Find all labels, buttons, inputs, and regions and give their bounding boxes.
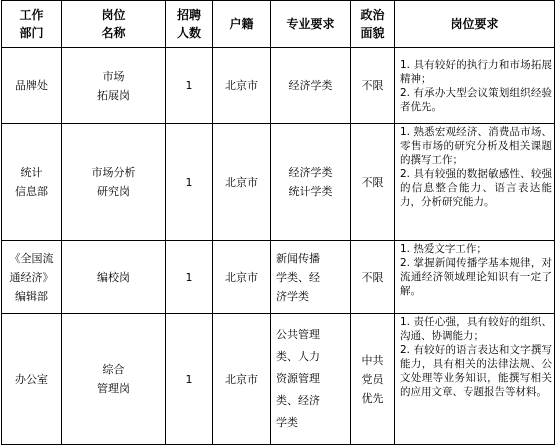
position-cell <box>62 124 166 241</box>
position-text: 研究岗 <box>97 185 130 198</box>
major-cell <box>271 124 351 241</box>
major-text: 经济学类 <box>288 79 333 92</box>
count-text: 1 <box>185 372 193 386</box>
header-requirements <box>395 1 555 48</box>
requirement-item: 2. 具有较强的数据敏感性、较强的信息整合能力、语言表达能力，分析研究能力。 <box>400 168 552 208</box>
header-dept-line1: 工作 <box>19 8 44 22</box>
major-text: 学类、经 <box>276 270 320 284</box>
position-cell <box>62 314 166 445</box>
political-text: 优先 <box>361 391 384 405</box>
count-cell <box>166 48 213 124</box>
dept-cell <box>2 124 62 241</box>
header-count-line2: 人数 <box>176 26 201 40</box>
count-cell <box>166 124 213 241</box>
requirement-item: 1. 熟悉宏观经济、消费品市场、零售市场的研究分析及相关课题的撰写工作； <box>400 126 552 166</box>
dept-text: 信息部 <box>15 185 48 198</box>
major-cell <box>271 241 351 314</box>
requirement-item: 2. 掌握新闻传播学基本规律，对流通经济领域理论知识有一定了解。 <box>400 257 552 297</box>
header-count <box>166 1 213 48</box>
table-row <box>2 241 555 314</box>
position-text: 市场分析 <box>91 166 136 179</box>
requirement-item: 1. 热爱文字工作； <box>400 243 487 255</box>
header-political-line2: 面貌 <box>360 26 385 40</box>
political-cell <box>351 124 395 241</box>
table-row <box>2 314 555 445</box>
position-text: 管理岗 <box>97 382 130 395</box>
political-text: 不限 <box>361 175 384 189</box>
requirements-cell <box>395 241 555 314</box>
major-text: 类、经济 <box>276 394 320 407</box>
position-cell <box>62 241 166 314</box>
hukou-text: 北京市 <box>225 79 258 92</box>
header-row <box>2 1 555 48</box>
major-text: 济学类 <box>276 289 309 303</box>
hukou-cell <box>213 48 271 124</box>
header-political-line1: 政治 <box>360 8 385 22</box>
position-text: 市场 <box>102 69 125 83</box>
hukou-cell <box>213 241 271 314</box>
hukou-text: 北京市 <box>225 372 258 386</box>
header-political <box>351 1 395 48</box>
count-text: 1 <box>185 270 193 284</box>
major-text: 公共管理 <box>276 328 320 341</box>
political-cell <box>351 241 395 314</box>
header-dept <box>2 1 62 48</box>
count-text: 1 <box>185 79 193 92</box>
requirement-item: 1. 责任心强，具有较好的组织、沟通、协调能力； <box>400 316 552 342</box>
hukou-text: 北京市 <box>225 270 258 284</box>
dept-cell <box>2 48 62 124</box>
requirement-item: 2. 有承办大型会议策划组织经验者优先。 <box>400 86 552 113</box>
major-cell <box>271 48 351 124</box>
hukou-cell <box>213 314 271 445</box>
position-cell <box>62 48 166 124</box>
dept-cell <box>2 241 62 314</box>
dept-text: 统计 <box>20 166 43 179</box>
dept-text: 通经济》 <box>9 270 54 284</box>
political-text: 中共 <box>361 353 384 367</box>
major-text: 类、人力 <box>276 350 320 363</box>
header-dept-line2: 部门 <box>19 26 44 40</box>
header-count-line1: 招聘 <box>176 8 201 22</box>
position-text: 拓展岗 <box>97 88 130 102</box>
political-cell <box>351 314 395 445</box>
recruitment-table <box>1 0 555 445</box>
requirements-cell <box>395 314 555 445</box>
requirement-item: 1. 具有较好的执行力和市场拓展精神； <box>400 58 552 85</box>
header-major <box>271 1 351 48</box>
count-text: 1 <box>185 175 193 189</box>
position-text: 综合 <box>102 363 125 376</box>
header-position-line1: 岗位 <box>101 8 126 22</box>
table-row <box>2 124 555 241</box>
major-text: 统计学类 <box>288 185 333 198</box>
dept-text: 品牌处 <box>15 79 48 92</box>
count-cell <box>166 241 213 314</box>
political-text: 不限 <box>361 270 384 284</box>
political-text: 不限 <box>361 79 384 92</box>
header-position-line2: 名称 <box>101 26 126 40</box>
header-position <box>62 1 166 48</box>
requirements-cell <box>395 124 555 241</box>
political-text: 党员 <box>361 372 384 386</box>
political-cell <box>351 48 395 124</box>
requirement-item: 2. 有较好的语言表达和文字撰写能力，具有相关的法律法规、公文处理等业务知识，能撰写相关的应用文章、专题报告等材料。 <box>400 344 552 398</box>
major-text: 新闻传播 <box>276 251 320 265</box>
major-text: 资源管理 <box>276 372 320 385</box>
position-text: 编校岗 <box>97 270 130 284</box>
dept-text: 办公室 <box>15 372 48 386</box>
header-hukou-text: 户籍 <box>229 17 254 31</box>
requirements-cell <box>395 48 555 124</box>
header-requirements-text: 岗位要求 <box>450 17 499 31</box>
count-cell <box>166 314 213 445</box>
hukou-cell <box>213 124 271 241</box>
major-text: 学类 <box>276 416 298 429</box>
dept-cell <box>2 314 62 445</box>
header-hukou <box>213 1 271 48</box>
header-major-text: 专业要求 <box>286 17 335 31</box>
hukou-text: 北京市 <box>225 175 258 189</box>
major-text: 经济学类 <box>288 166 333 179</box>
dept-text: 《全国流 <box>9 251 54 265</box>
major-cell <box>271 314 351 445</box>
table-row <box>2 48 555 124</box>
dept-text: 编辑部 <box>15 289 48 303</box>
